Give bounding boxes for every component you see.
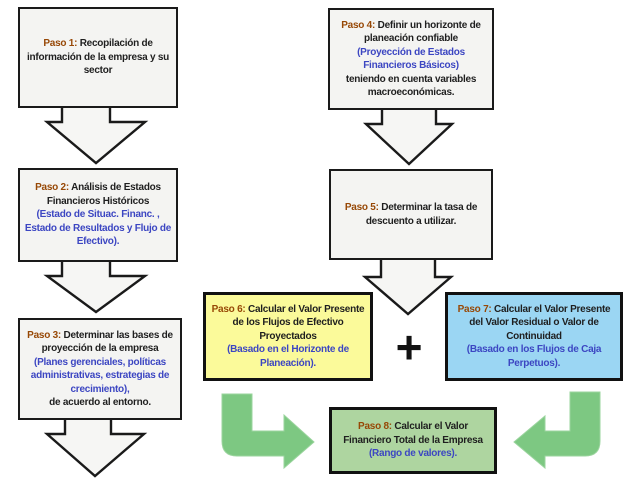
- step-2-box: [18, 168, 178, 262]
- step-1-text-block: [22, 37, 174, 78]
- step-3-detail: (Planes gerenciales, políticas administrativas, estrategias de crecimiento),: [30, 356, 170, 395]
- step-5-box: [329, 169, 493, 260]
- step-6-text-block: [208, 303, 368, 371]
- step-6-box: [203, 292, 373, 381]
- down-arrow-1: [47, 104, 145, 163]
- step-2-text: Análisis de Estados Financieros Históricos: [46, 182, 161, 207]
- step-4-label: Paso 4:: [341, 19, 376, 31]
- step-1-label: Paso 1:: [43, 38, 78, 50]
- elbow-arrow-left: [222, 394, 314, 468]
- step-8-text: Calcular el Valor Financiero Total de la Empresa: [343, 421, 483, 446]
- step-1-box: [18, 7, 178, 108]
- step-7-box: [445, 292, 623, 381]
- step-7-text-block: [450, 303, 618, 371]
- step-6-label: Paso 6:: [211, 303, 246, 315]
- down-arrow-4: [366, 104, 452, 164]
- step-3-text: Determinar las bases de proyección de la empresa: [41, 329, 173, 354]
- step-3-text-after: de acuerdo al entorno.: [49, 397, 151, 408]
- down-arrow-2: [47, 256, 145, 312]
- elbow-arrow-right: [514, 392, 600, 468]
- step-6-detail: (Basado en el Horizonte de Planeación).: [227, 344, 349, 369]
- step-6-text: Calcular el Valor Presente de los Flujos de Efectivo Proyectados: [232, 303, 365, 342]
- step-7-detail: (Basado en los Flujos de Caja Perpetuos).: [466, 344, 602, 369]
- step-8-text-block: [334, 420, 492, 461]
- step-2-detail: (Estado de Situac. Financ. , Estado de Resultados y Flujo de Efectivo).: [24, 209, 172, 248]
- step-8-label: Paso 8:: [358, 421, 392, 433]
- step-7-label: Paso 7:: [457, 303, 492, 315]
- step-5-label: Paso 5:: [344, 202, 379, 213]
- step-4-text: Definir un horizonte de planeación confiable: [364, 19, 481, 44]
- down-arrow-5: [365, 254, 451, 314]
- step-8-box: [329, 407, 497, 474]
- plus-operator: +: [395, 321, 423, 373]
- step-3-text-block: [22, 329, 178, 410]
- down-arrow-3: [47, 414, 144, 476]
- step-5-text-block: [333, 201, 489, 228]
- step-2-text-block: [22, 181, 174, 249]
- step-5-text: Determinar la tasa de descuento a utilizar.: [365, 202, 478, 227]
- step-4-text-after: teniendo en cuenta variables macroeconómicas.: [345, 73, 477, 98]
- step-4-box: [328, 8, 494, 110]
- step-3-box: [18, 318, 182, 420]
- step-3-label: Paso 3:: [27, 329, 61, 341]
- step-4-detail: (Proyección de Estados Financieros Básicos): [357, 46, 465, 71]
- step-7-text: Calcular el Valor Presente del Valor Residual o Valor de Continuidad: [469, 303, 611, 342]
- step-1-text: Recopilación de información de la empresa y su sector: [27, 38, 169, 77]
- step-4-text-block: [332, 19, 490, 100]
- step-2-label: Paso 2:: [35, 182, 69, 194]
- step-8-detail: (Rango de valores).: [368, 448, 458, 460]
